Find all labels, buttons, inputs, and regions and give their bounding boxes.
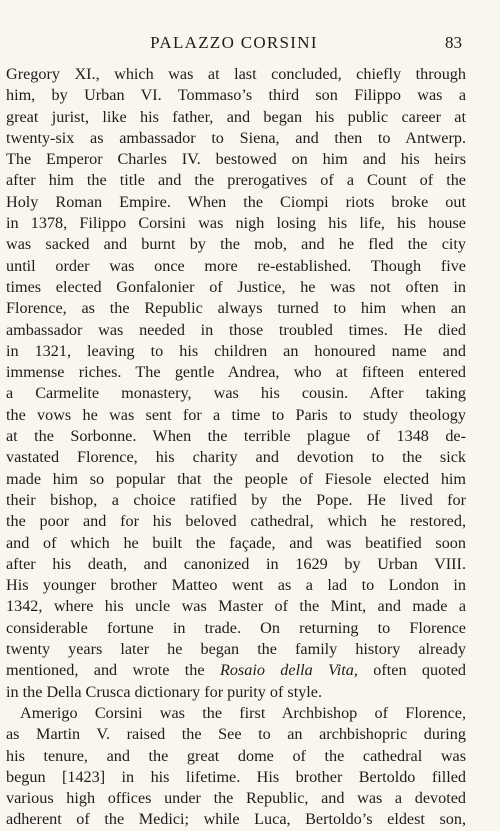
text-line: ambassador was needed in those troubled times. He died — [6, 320, 466, 339]
text-line: various high offices under the Republic, and was a devoted — [6, 789, 466, 808]
text-fragment: often quoted — [357, 661, 466, 680]
text-line: great jurist, like his father, and began his public career at — [6, 107, 466, 126]
text-line-with-title — [6, 660, 466, 681]
text-line: the poor and for his beloved cathedral, which he restored, — [6, 512, 466, 531]
text-line: The Emperor Charles IV. bestowed on him and his heirs — [6, 150, 466, 169]
text-line: His younger brother Matteo went as a lad to London in — [6, 576, 466, 595]
text-line: his tenure, and the great dome of the cathedral was — [6, 746, 466, 765]
text-line: 1342, where his uncle was Master of the Mint, and made a — [6, 597, 466, 616]
text-line: at the Sorbonne. When the terrible plague of 1348 de- — [6, 427, 466, 446]
text-line: made him so popular that the people of Fiesole elected him — [6, 469, 466, 488]
text-line: after him the title and the prerogatives of a Count of the — [6, 171, 466, 190]
text-line: adherent of the Medici; while Luca, Bertoldo’s eldest son, — [6, 810, 466, 829]
text-line: him, by Urban VI. Tommaso’s third son Filippo was a — [6, 86, 466, 105]
text-line: immense riches. The gentle Andrea, who at fifteen entered — [6, 363, 466, 382]
text-line: twenty-six as ambassador to Siena, and then to Antwerp. — [6, 128, 466, 147]
text-line: Florence, as the Republic always turned to him when an — [6, 299, 466, 318]
text-line: in 1321, leaving to his children an honoured name and — [6, 341, 466, 360]
text-line: twenty years later he began the family history already — [6, 640, 466, 659]
running-head — [6, 33, 462, 57]
text-line: times elected Gonfalonier of Justice, he was not often in — [6, 277, 466, 296]
text-line: begun [1423] in his lifetime. His brother Bertoldo filled — [6, 767, 466, 786]
text-line: after his death, and canonized in 1629 by Urban VIII. — [6, 554, 466, 573]
text-line: in the Della Crusca dictionary for purity of style. — [6, 682, 323, 701]
body-text — [6, 64, 466, 831]
page-number: 83 — [445, 33, 462, 52]
text-line: a Carmelite monastery, was his cousin. After taking — [6, 384, 466, 403]
text-line: considerable fortune in trade. On returning to Florence — [6, 618, 466, 637]
text-fragment: mentioned, and wrote the — [6, 661, 220, 680]
text-line: their bishop, a choice ratified by the Pope. He lived for — [6, 490, 466, 509]
text-line: Gregory XI., which was at last concluded, chiefly through — [6, 65, 466, 83]
text-line: vastated Florence, his charity and devotion to the sick — [6, 448, 466, 467]
text-line: as Martin V. raised the See to an archbishopric during — [6, 725, 466, 744]
text-line: was sacked and burnt by the mob, and he fled the city — [6, 235, 466, 254]
running-title: PALAZZO CORSINI — [150, 33, 318, 52]
text-line: in 1378, Filippo Corsini was nigh losing his life, his house — [6, 214, 466, 233]
text-line: Holy Roman Empire. When the Ciompi riots broke out — [6, 192, 466, 211]
text-line: the vows he was sent for a time to Paris to study theology — [6, 405, 466, 424]
text-line: until order was once more re-established. Though five — [6, 256, 466, 275]
book-title-italic: Rosaio della Vita, — [219, 661, 358, 680]
paragraph-first-line: Amerigo Corsini was the first Archbishop of Florence, — [20, 703, 466, 722]
text-line: and of which he built the façade, and was beatified soon — [6, 533, 466, 552]
